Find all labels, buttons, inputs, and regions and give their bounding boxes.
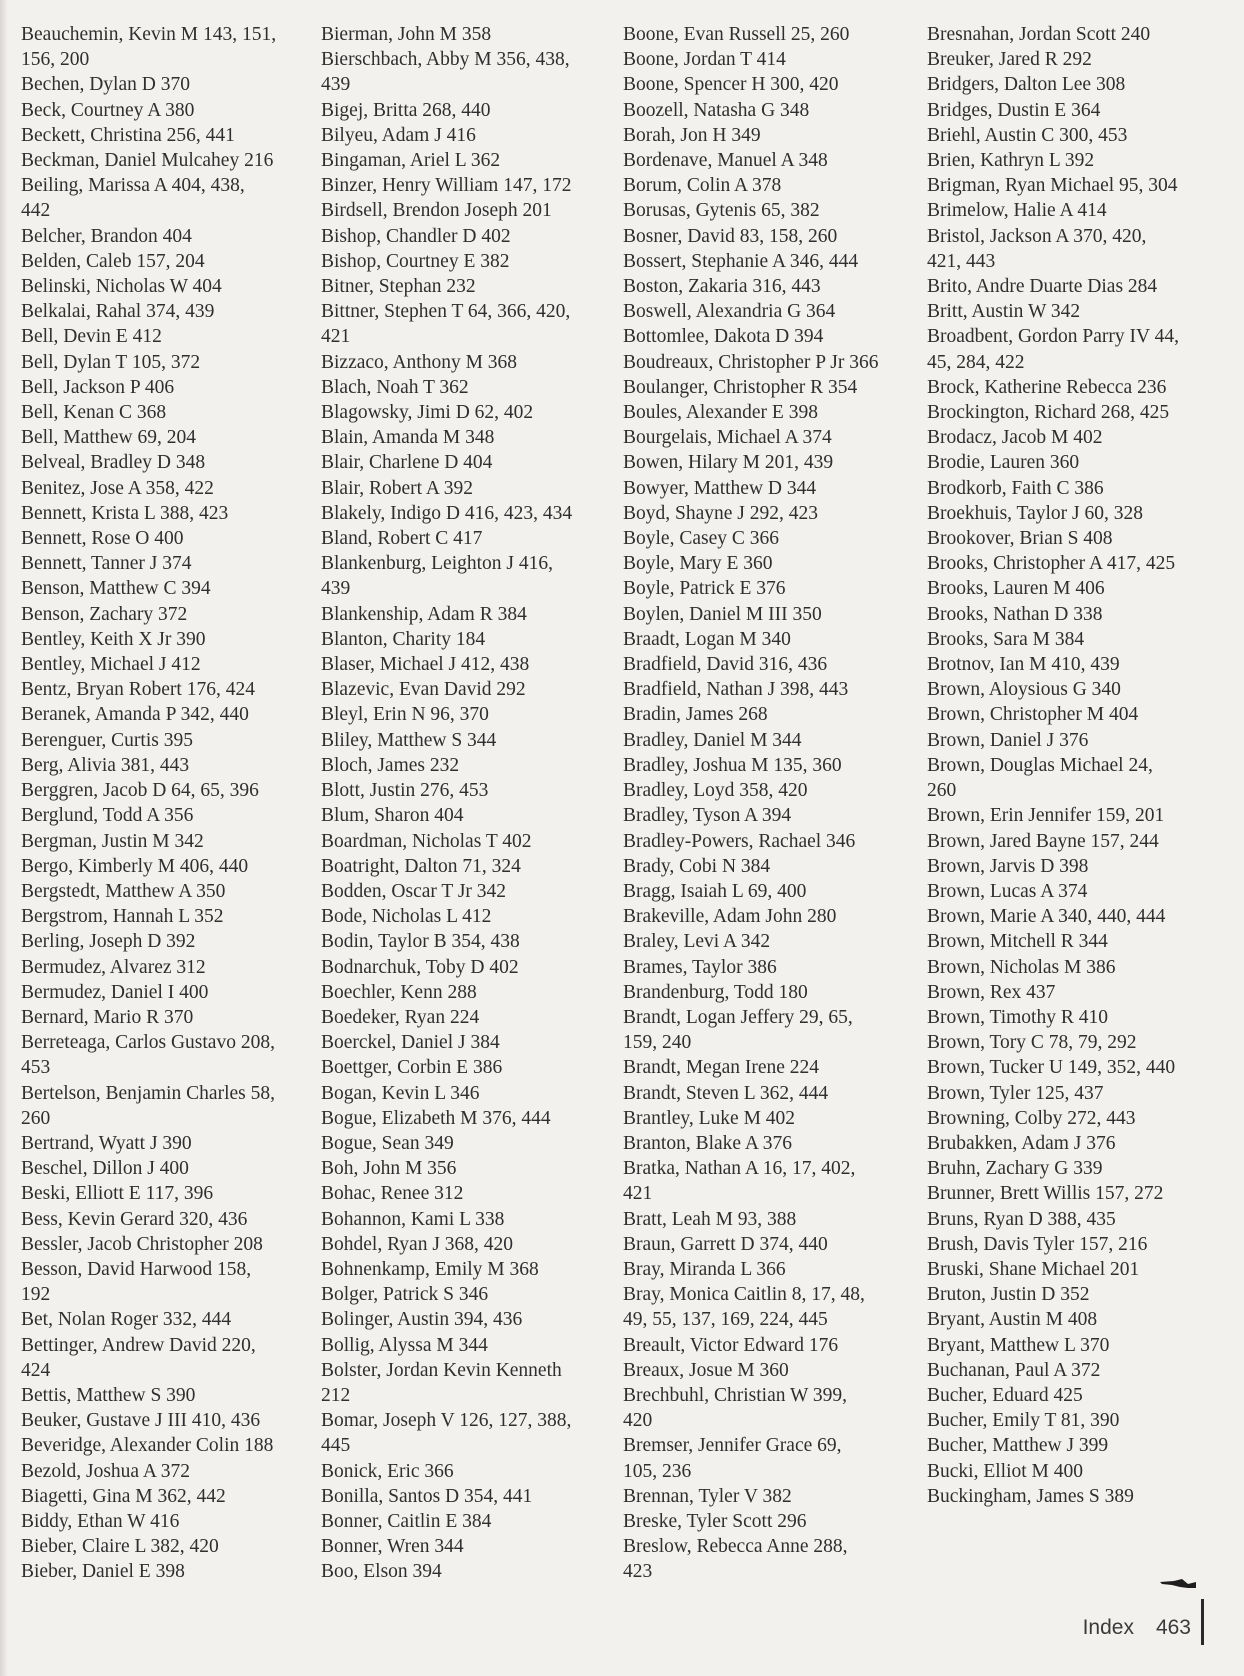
index-entry: Bieber, Claire L 382, 420 [21, 1536, 219, 1558]
index-entry: Beck, Courtney A 380 [21, 99, 195, 121]
index-entry: 442 [21, 200, 51, 222]
index-entry: Bechen, Dylan D 370 [21, 74, 190, 96]
index-entry: Bradley, Daniel M 344 [623, 729, 802, 751]
index-entry: Boettger, Corbin E 386 [321, 1057, 503, 1079]
index-entry: Bray, Monica Caitlin 8, 17, 48, [623, 1284, 865, 1306]
index-entry: Bishop, Chandler D 402 [321, 225, 511, 247]
index-entry: Benson, Zachary 372 [21, 603, 188, 625]
index-entry: Bucher, Emily T 81, 390 [927, 1410, 1120, 1432]
index-entry: Blum, Sharon 404 [321, 805, 464, 827]
index-entry: Browning, Colby 272, 443 [927, 1107, 1136, 1129]
index-column-1 [21, 22, 313, 1585]
index-entry: Belden, Caleb 157, 204 [21, 250, 205, 272]
index-entry: Brigman, Ryan Michael 95, 304 [927, 175, 1178, 197]
index-entry: 423 [623, 1561, 653, 1583]
index-entry: 192 [21, 1284, 51, 1306]
index-entry: Beski, Elliott E 117, 396 [21, 1183, 214, 1205]
index-entry: Beschel, Dillon J 400 [21, 1158, 189, 1180]
index-entry: Blott, Justin 276, 453 [321, 780, 489, 802]
index-entry: Bettinger, Andrew David 220, [21, 1334, 256, 1356]
index-entry: Belkalai, Rahal 374, 439 [21, 301, 215, 323]
index-entry: Bergman, Justin M 342 [21, 830, 204, 852]
index-entry: Blankenburg, Leighton J 416, [321, 553, 553, 575]
index-entry: Bradley, Loyd 358, 420 [623, 780, 808, 802]
index-entry: Bigej, Britta 268, 440 [321, 99, 491, 121]
index-entry: Bettis, Matthew S 390 [21, 1384, 196, 1406]
index-entry: Biagetti, Gina M 362, 442 [21, 1485, 226, 1507]
index-entry: Bell, Dylan T 105, 372 [21, 351, 201, 373]
index-entry: 421 [623, 1183, 653, 1205]
index-entry: Berglund, Todd A 356 [21, 805, 194, 827]
index-entry: Brown, Tucker U 149, 352, 440 [927, 1057, 1176, 1079]
index-entry: Bertelson, Benjamin Charles 58, [21, 1082, 275, 1104]
index-entry: Bell, Devin E 412 [21, 326, 162, 348]
index-entry: Bogue, Elizabeth M 376, 444 [321, 1107, 551, 1129]
index-entry: Belcher, Brandon 404 [21, 225, 192, 247]
index-entry: Blagowsky, Jimi D 62, 402 [321, 402, 534, 424]
index-entry: Brockington, Richard 268, 425 [927, 402, 1170, 424]
index-entry: Boone, Spencer H 300, 420 [623, 74, 839, 96]
index-entry: Brown, Christopher M 404 [927, 704, 1139, 726]
index-entry: Bowyer, Matthew D 344 [623, 477, 817, 499]
index-entry: Brotnov, Ian M 410, 439 [927, 654, 1120, 676]
index-entry: Bland, Robert C 417 [321, 528, 483, 550]
index-entry: Brown, Nicholas M 386 [927, 956, 1116, 978]
index-entry: Bell, Jackson P 406 [21, 376, 175, 398]
index-entry: Braley, Levi A 342 [623, 931, 771, 953]
index-entry: Blanton, Charity 184 [321, 628, 486, 650]
index-entry: Brown, Erin Jennifer 159, 201 [927, 805, 1165, 827]
index-entry: Bradfield, David 316, 436 [623, 654, 828, 676]
index-entry: Boozell, Natasha G 348 [623, 99, 810, 121]
index-entry: Blain, Amanda M 348 [321, 427, 495, 449]
index-entry: Brandt, Steven L 362, 444 [623, 1082, 829, 1104]
index-entry: Boardman, Nicholas T 402 [321, 830, 532, 852]
index-entry: Bratt, Leah M 93, 388 [623, 1208, 797, 1230]
index-entry: Brechbuhl, Christian W 399, [623, 1384, 848, 1406]
index-entry: Brown, Jarvis D 398 [927, 855, 1089, 877]
index-entry: Blakely, Indigo D 416, 423, 434 [321, 502, 573, 524]
footer-section-label: Index [1082, 1616, 1134, 1639]
index-entry: Bitner, Stephan 232 [321, 276, 476, 298]
index-entry: Benson, Matthew C 394 [21, 578, 211, 600]
index-entry: Bradin, James 268 [623, 704, 768, 726]
index-entry: Brown, Tyler 125, 437 [927, 1082, 1104, 1104]
index-entry: Breuker, Jared R 292 [927, 49, 1092, 71]
index-entry: Bratka, Nathan A 16, 17, 402, [623, 1158, 856, 1180]
index-entry: Brames, Taylor 386 [623, 956, 777, 978]
index-entry: Bohannon, Kami L 338 [321, 1208, 505, 1230]
index-entry: Bridges, Dustin E 364 [927, 99, 1101, 121]
index-entry: 439 [321, 578, 351, 600]
index-entry: Bosner, David 83, 158, 260 [623, 225, 838, 247]
index-entry: Boylen, Daniel M III 350 [623, 603, 822, 625]
index-entry: Beveridge, Alexander Colin 188 [21, 1435, 274, 1457]
index-entry: Brown, Tory C 78, 79, 292 [927, 1032, 1137, 1054]
index-entry: Brush, Davis Tyler 157, 216 [927, 1233, 1148, 1255]
index-entry: Bolster, Jordan Kevin Kenneth [321, 1359, 562, 1381]
index-entry: Blazevic, Evan David 292 [321, 679, 526, 701]
index-entry: Broekhuis, Taylor J 60, 328 [927, 502, 1144, 524]
index-entry: Bragg, Isaiah L 69, 400 [623, 880, 807, 902]
index-entry: Bryant, Austin M 408 [927, 1309, 1098, 1331]
index-entry: Bodin, Taylor B 354, 438 [321, 931, 520, 953]
index-entry: Berggren, Jacob D 64, 65, 396 [21, 780, 259, 802]
index-entry: 45, 284, 422 [927, 351, 1025, 373]
index-entry: 156, 200 [21, 49, 90, 71]
index-entry: Boatright, Dalton 71, 324 [321, 855, 521, 877]
index-entry: Boulanger, Christopher R 354 [623, 376, 858, 398]
index-entry: Biddy, Ethan W 416 [21, 1510, 180, 1532]
index-entry: Bossert, Stephanie A 346, 444 [623, 250, 859, 272]
index-entry: Boyd, Shayne J 292, 423 [623, 502, 818, 524]
index-entry: Brubakken, Adam J 376 [927, 1132, 1116, 1154]
index-entry: Boudreaux, Christopher P Jr 366 [623, 351, 879, 373]
index-entry: 420 [623, 1410, 653, 1432]
index-entry: Breaux, Josue M 360 [623, 1359, 789, 1381]
index-column-3 [623, 22, 915, 1585]
index-entry: Boyle, Casey C 366 [623, 528, 779, 550]
index-entry: Bohnenkamp, Emily M 368 [321, 1258, 539, 1280]
index-entry: Brunner, Brett Willis 157, 272 [927, 1183, 1164, 1205]
index-entry: Bonner, Caitlin E 384 [321, 1510, 492, 1532]
index-entry: Berling, Joseph D 392 [21, 931, 196, 953]
index-entry: Boswell, Alexandria G 364 [623, 301, 836, 323]
index-entry: Bergstrom, Hannah L 352 [21, 906, 224, 928]
index-entry: Boerckel, Daniel J 384 [321, 1032, 500, 1054]
index-entry: Bonner, Wren 344 [321, 1536, 464, 1558]
index-entry: Birdsell, Brendon Joseph 201 [321, 200, 552, 222]
index-entry: Brown, Mitchell R 344 [927, 931, 1108, 953]
index-entry: 260 [927, 780, 957, 802]
index-columns [0, 22, 1244, 1592]
index-entry: Bell, Matthew 69, 204 [21, 427, 196, 449]
index-entry: Bridgers, Dalton Lee 308 [927, 74, 1126, 96]
index-entry: Bergstedt, Matthew A 350 [21, 880, 226, 902]
index-entry: Buchanan, Paul A 372 [927, 1359, 1101, 1381]
index-entry: Breske, Tyler Scott 296 [623, 1510, 807, 1532]
flag-icon [1158, 1576, 1198, 1592]
index-entry: Bode, Nicholas L 412 [321, 906, 492, 928]
footer-rule [1201, 1599, 1204, 1645]
index-entry: Bottomlee, Dakota D 394 [623, 326, 824, 348]
index-entry: Bourgelais, Michael A 374 [623, 427, 832, 449]
index-entry: Bentley, Michael J 412 [21, 654, 201, 676]
index-entry: Bennett, Krista L 388, 423 [21, 502, 229, 524]
index-entry: Brown, Jared Bayne 157, 244 [927, 830, 1159, 852]
index-entry: Bet, Nolan Roger 332, 444 [21, 1309, 232, 1331]
index-entry: Bruton, Justin D 352 [927, 1284, 1090, 1306]
index-entry: Blaser, Michael J 412, 438 [321, 654, 530, 676]
index-entry: Bloch, James 232 [321, 754, 460, 776]
index-entry: Bomar, Joseph V 126, 127, 388, [321, 1410, 572, 1432]
index-entry: Breslow, Rebecca Anne 288, [623, 1536, 848, 1558]
index-entry: 159, 240 [623, 1032, 692, 1054]
index-entry: Bruns, Ryan D 388, 435 [927, 1208, 1116, 1230]
index-entry: Belveal, Bradley D 348 [21, 452, 206, 474]
index-entry: Britt, Austin W 342 [927, 301, 1081, 323]
index-entry: Bell, Kenan C 368 [21, 402, 167, 424]
index-entry: Bohac, Renee 312 [321, 1183, 464, 1205]
index-entry: Berreteaga, Carlos Gustavo 208, [21, 1032, 275, 1054]
index-entry: Bermudez, Alvarez 312 [21, 956, 206, 978]
index-entry: Bierman, John M 358 [321, 24, 492, 45]
index-entry: Bentley, Keith X Jr 390 [21, 628, 206, 650]
index-entry: Brown, Daniel J 376 [927, 729, 1089, 751]
index-entry: Broadbent, Gordon Parry IV 44, [927, 326, 1180, 348]
index-entry: Brandt, Megan Irene 224 [623, 1057, 820, 1079]
index-entry: Brooks, Nathan D 338 [927, 603, 1103, 625]
index-entry: Boules, Alexander E 398 [623, 402, 818, 424]
index-entry: Brito, Andre Duarte Dias 284 [927, 276, 1158, 298]
index-entry: Brennan, Tyler V 382 [623, 1485, 792, 1507]
index-entry: Beauchemin, Kevin M 143, 151, [21, 24, 277, 45]
index-entry: Brown, Douglas Michael 24, [927, 754, 1153, 776]
index-entry: Beiling, Marissa A 404, 438, [21, 175, 245, 197]
index-entry: Brandenburg, Todd 180 [623, 981, 808, 1003]
index-entry: Bordenave, Manuel A 348 [623, 150, 828, 172]
index-entry: Bruski, Shane Michael 201 [927, 1258, 1140, 1280]
index-entry: Berg, Alivia 381, 443 [21, 754, 190, 776]
index-entry: Borah, Jon H 349 [623, 124, 761, 146]
index-entry: Bowen, Hilary M 201, 439 [623, 452, 834, 474]
index-entry: Braun, Garrett D 374, 440 [623, 1233, 828, 1255]
index-entry: Bierschbach, Abby M 356, 438, [321, 49, 570, 71]
index-entry: Brown, Marie A 340, 440, 444 [927, 906, 1166, 928]
index-entry: Bittner, Stephen T 64, 366, 420, [321, 301, 571, 323]
index-entry: Bessler, Jacob Christopher 208 [21, 1233, 263, 1255]
index-entry: Bruhn, Zachary G 339 [927, 1158, 1103, 1180]
index-entry: Beranek, Amanda P 342, 440 [21, 704, 249, 726]
index-entry: Bollig, Alyssa M 344 [321, 1334, 488, 1356]
index-entry: Bergo, Kimberly M 406, 440 [21, 855, 249, 877]
index-entry: 453 [21, 1057, 51, 1079]
index-entry: Bieber, Daniel E 398 [21, 1561, 185, 1583]
index-entry: Brandt, Logan Jeffery 29, 65, [623, 1006, 853, 1028]
index-entry: Borum, Colin A 378 [623, 175, 782, 197]
index-entry: Bizzaco, Anthony M 368 [321, 351, 518, 373]
index-entry: 424 [21, 1359, 51, 1381]
index-entry: Binzer, Henry William 147, 172 [321, 175, 572, 197]
index-entry: Benitez, Jose A 358, 422 [21, 477, 214, 499]
index-entry: Bonick, Eric 366 [321, 1460, 454, 1482]
index-entry: Boo, Elson 394 [321, 1561, 442, 1583]
index-entry: Bentz, Bryan Robert 176, 424 [21, 679, 255, 701]
index-entry: Bonilla, Santos D 354, 441 [321, 1485, 533, 1507]
index-entry: Bliley, Matthew S 344 [321, 729, 497, 751]
index-entry: Brown, Aloysious G 340 [927, 679, 1121, 701]
index-entry: Brooks, Lauren M 406 [927, 578, 1105, 600]
index-entry: Brimelow, Halie A 414 [927, 200, 1107, 222]
index-entry: Boston, Zakaria 316, 443 [623, 276, 821, 298]
index-entry: 445 [321, 1435, 351, 1457]
index-entry: Beckman, Daniel Mulcahey 216 [21, 150, 274, 172]
index-entry: Bucki, Elliot M 400 [927, 1460, 1083, 1482]
index-entry: Besson, David Harwood 158, [21, 1258, 252, 1280]
index-entry: Bess, Kevin Gerard 320, 436 [21, 1208, 248, 1230]
index-entry: Bohdel, Ryan J 368, 420 [321, 1233, 514, 1255]
index-entry: Belinski, Nicholas W 404 [21, 276, 222, 298]
index-entry: Brooks, Sara M 384 [927, 628, 1085, 650]
index-entry: Brodkorb, Faith C 386 [927, 477, 1104, 499]
index-entry: Brakeville, Adam John 280 [623, 906, 837, 928]
page-footer [1083, 1599, 1204, 1657]
index-entry: Beuker, Gustave J III 410, 436 [21, 1410, 261, 1432]
index-entry: Bradley, Joshua M 135, 360 [623, 754, 842, 776]
index-entry: 212 [321, 1384, 351, 1406]
index-entry: Bennett, Rose O 400 [21, 528, 184, 550]
index-entry: Bertrand, Wyatt J 390 [21, 1132, 192, 1154]
index-entry: Bilyeu, Adam J 416 [321, 124, 476, 146]
index-entry: Bleyl, Erin N 96, 370 [321, 704, 489, 726]
index-entry: 105, 236 [623, 1460, 692, 1482]
index-entry: Buckingham, James S 389 [927, 1485, 1134, 1507]
index-entry: Blankenship, Adam R 384 [321, 603, 527, 625]
index-entry: Brookover, Brian S 408 [927, 528, 1113, 550]
index-entry: Brodacz, Jacob M 402 [927, 427, 1103, 449]
index-entry: Boyle, Patrick E 376 [623, 578, 786, 600]
index-entry: Bezold, Joshua A 372 [21, 1460, 190, 1482]
index-entry: Brown, Rex 437 [927, 981, 1056, 1003]
index-entry: Bingaman, Ariel L 362 [321, 150, 501, 172]
index-entry: Boone, Evan Russell 25, 260 [623, 24, 850, 45]
index-entry: Branton, Blake A 376 [623, 1132, 792, 1154]
index-entry: Bodden, Oscar T Jr 342 [321, 880, 507, 902]
index-entry: 421 [321, 326, 351, 348]
index-entry: 49, 55, 137, 169, 224, 445 [623, 1309, 828, 1331]
index-entry: Bradley, Tyson A 394 [623, 805, 792, 827]
index-entry: Brock, Katherine Rebecca 236 [927, 376, 1167, 398]
index-entry: Bradfield, Nathan J 398, 443 [623, 679, 849, 701]
index-entry: Blach, Noah T 362 [321, 376, 469, 398]
index-entry: 260 [21, 1107, 51, 1129]
index-entry: Bradley-Powers, Rachael 346 [623, 830, 856, 852]
index-entry: 439 [321, 74, 351, 96]
index-entry: Brantley, Luke M 402 [623, 1107, 796, 1129]
index-entry: Bermudez, Daniel I 400 [21, 981, 209, 1003]
index-entry: Brown, Lucas A 374 [927, 880, 1088, 902]
index-entry: Blair, Robert A 392 [321, 477, 473, 499]
index-entry: Bogue, Sean 349 [321, 1132, 454, 1154]
index-entry: Brodie, Lauren 360 [927, 452, 1080, 474]
index-entry: Bristol, Jackson A 370, 420, [927, 225, 1147, 247]
index-entry: Briehl, Austin C 300, 453 [927, 124, 1128, 146]
index-entry: Brooks, Christopher A 417, 425 [927, 553, 1176, 575]
index-column-4 [927, 22, 1219, 1509]
index-entry: Brady, Cobi N 384 [623, 855, 771, 877]
index-entry: Boedeker, Ryan 224 [321, 1006, 480, 1028]
index-entry: Boh, John M 356 [321, 1158, 457, 1180]
page-number: 463 [1155, 1616, 1191, 1639]
index-entry: Bray, Miranda L 366 [623, 1258, 786, 1280]
index-entry: Beckett, Christina 256, 441 [21, 124, 235, 146]
index-entry: Bolger, Patrick S 346 [321, 1284, 489, 1306]
index-entry: Bodnarchuk, Toby D 402 [321, 956, 519, 978]
index-entry: Bogan, Kevin L 346 [321, 1082, 480, 1104]
index-entry: Bresnahan, Jordan Scott 240 [927, 24, 1151, 45]
index-entry: Bryant, Matthew L 370 [927, 1334, 1110, 1356]
index-entry: Boone, Jordan T 414 [623, 49, 786, 71]
index-entry: Boyle, Mary E 360 [623, 553, 773, 575]
index-entry: Bennett, Tanner J 374 [21, 553, 192, 575]
index-entry: Boechler, Kenn 288 [321, 981, 477, 1003]
index-entry: Breault, Victor Edward 176 [623, 1334, 839, 1356]
index-entry: Bishop, Courtney E 382 [321, 250, 510, 272]
index-entry: Bucher, Matthew J 399 [927, 1435, 1109, 1457]
index-entry: Bremser, Jennifer Grace 69, [623, 1435, 842, 1457]
index-entry: Blair, Charlene D 404 [321, 452, 493, 474]
index-entry: Brien, Kathryn L 392 [927, 150, 1095, 172]
index-entry: Brown, Timothy R 410 [927, 1006, 1108, 1028]
index-entry: Bucher, Eduard 425 [927, 1384, 1083, 1406]
index-entry: 421, 443 [927, 250, 996, 272]
index-column-2 [321, 22, 613, 1585]
index-entry: Borusas, Gytenis 65, 382 [623, 200, 820, 222]
index-entry: Bernard, Mario R 370 [21, 1006, 194, 1028]
index-entry: Braadt, Logan M 340 [623, 628, 791, 650]
index-entry: Bolinger, Austin 394, 436 [321, 1309, 523, 1331]
index-entry: Berenguer, Curtis 395 [21, 729, 193, 751]
